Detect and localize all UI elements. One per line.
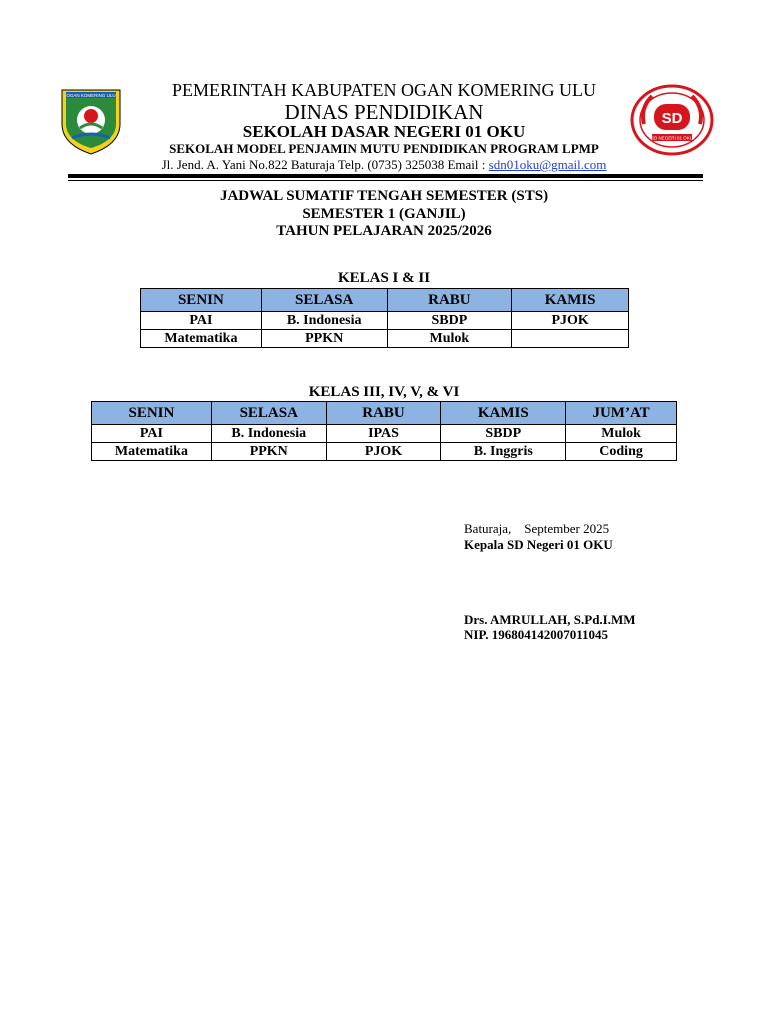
right-logo-caption: SD NEGERI 01 OKU xyxy=(650,135,694,141)
table1-title: KELAS I & II xyxy=(337,270,431,286)
table-cell: PJOK xyxy=(512,312,629,330)
table-cell: PJOK xyxy=(326,443,441,461)
table-cell: SBDP xyxy=(387,312,512,330)
table-cell: PAI xyxy=(92,425,212,443)
address-text: Jl. Jend. A. Yani No.822 Baturaja Telp. (0735) 325038 Email : xyxy=(161,157,489,172)
schedule-table-kelas-1-2 xyxy=(140,288,629,348)
letterhead-school-name: SEKOLAH DASAR NEGERI 01 OKU xyxy=(242,122,526,141)
table-cell: B. Inggris xyxy=(441,443,566,461)
header-cell: SELASA xyxy=(211,402,326,425)
left-logo-text: OGAN KOMERING ULU xyxy=(66,93,116,98)
table-cell xyxy=(512,330,629,348)
table-cell: Coding xyxy=(566,443,677,461)
signature-position: Kepala SD Negeri 01 OKU xyxy=(464,537,613,552)
table-row xyxy=(141,330,629,348)
table-cell: PPKN xyxy=(261,330,387,348)
header-cell: RABU xyxy=(387,289,512,312)
signature-place-date: Baturaja, September 2025 xyxy=(464,521,610,536)
letterhead-address xyxy=(0,157,768,173)
table-cell: Matematika xyxy=(141,330,262,348)
table-cell: PAI xyxy=(141,312,262,330)
letterhead-divider-thin xyxy=(68,180,703,181)
right-logo-sd-text: SD xyxy=(661,110,683,127)
header-cell: SENIN xyxy=(141,289,262,312)
schedule-title: JADWAL SUMATIF TENGAH SEMESTER (STS) xyxy=(219,188,549,204)
table-row xyxy=(141,312,629,330)
table-row xyxy=(92,425,677,443)
letterhead-divider-thick xyxy=(68,174,703,178)
signature-name: Drs. AMRULLAH, S.Pd.I.MM xyxy=(464,612,636,627)
table-cell: IPAS xyxy=(326,425,441,443)
letterhead-government: PEMERINTAH KABUPATEN OGAN KOMERING ULU xyxy=(172,80,596,100)
header-cell: SENIN xyxy=(92,402,212,425)
table-header-row xyxy=(92,402,677,425)
letterhead-school-program: SEKOLAH MODEL PENJAMIN MUTU PENDIDIKAN PROGRAM LPMP xyxy=(169,141,599,156)
header-cell: KAMIS xyxy=(512,289,629,312)
schedule-table-kelas-3-6 xyxy=(91,401,677,461)
schedule-semester: SEMESTER 1 (GANJIL) xyxy=(302,206,466,222)
table-cell: Matematika xyxy=(92,443,212,461)
table-cell: Mulok xyxy=(566,425,677,443)
table-cell: Mulok xyxy=(387,330,512,348)
table-header-row xyxy=(141,289,629,312)
schedule-year: TAHUN PELAJARAN 2025/2026 xyxy=(276,223,492,239)
letterhead-department: DINAS PENDIDIKAN xyxy=(284,100,484,124)
email-link[interactable]: sdn01oku@gmail.com xyxy=(488,157,607,172)
table-cell: SBDP xyxy=(441,425,566,443)
header-cell: RABU xyxy=(326,402,441,425)
header-cell: KAMIS xyxy=(441,402,566,425)
header-cell: JUM’AT xyxy=(566,402,677,425)
table-row xyxy=(92,443,677,461)
table-cell: B. Indonesia xyxy=(211,425,326,443)
table-cell: B. Indonesia xyxy=(261,312,387,330)
table-cell: PPKN xyxy=(211,443,326,461)
table2-title: KELAS III, IV, V, & VI xyxy=(308,384,460,400)
header-cell: SELASA xyxy=(261,289,387,312)
signature-nip: NIP. 196804142007011045 xyxy=(464,627,608,642)
